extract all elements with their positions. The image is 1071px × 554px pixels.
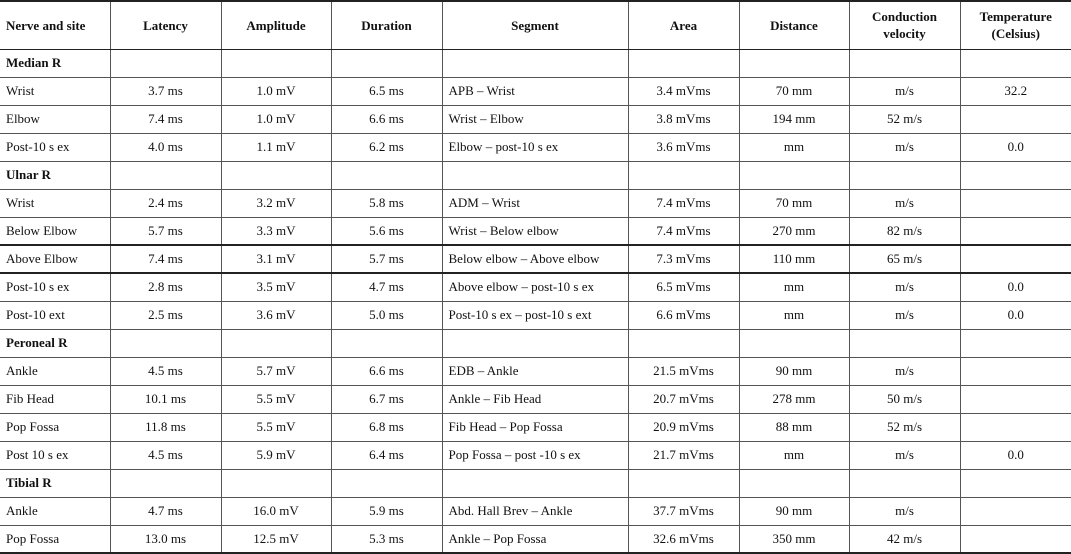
column-header-amplitude: Amplitude [221, 1, 331, 49]
cell-amplitude: 16.0 mV [221, 497, 331, 525]
cell-conduction-velocity: 52 m/s [849, 105, 960, 133]
cell-conduction-velocity: m/s [849, 273, 960, 301]
cell-distance: 70 mm [739, 77, 849, 105]
table-row [0, 77, 1071, 105]
empty-cell [849, 49, 960, 77]
cell-conduction-velocity: 42 m/s [849, 525, 960, 553]
cell-duration: 6.4 ms [331, 441, 442, 469]
cell-amplitude: 5.9 mV [221, 441, 331, 469]
table-row [0, 357, 1071, 385]
cell-latency: 4.0 ms [110, 133, 221, 161]
empty-cell [960, 161, 1071, 189]
cell-duration: 5.3 ms [331, 525, 442, 553]
cell-segment: Elbow – post-10 s ex [442, 133, 628, 161]
cell-site: Post 10 s ex [0, 441, 110, 469]
empty-cell [331, 161, 442, 189]
cell-temperature [960, 357, 1071, 385]
cell-conduction-velocity: m/s [849, 441, 960, 469]
empty-cell [960, 329, 1071, 357]
cell-distance: mm [739, 273, 849, 301]
table-row [0, 525, 1071, 553]
cell-amplitude: 5.7 mV [221, 357, 331, 385]
empty-cell [849, 161, 960, 189]
empty-cell [960, 469, 1071, 497]
cell-site: Wrist [0, 77, 110, 105]
group-header-row [0, 49, 1071, 77]
cell-duration: 5.6 ms [331, 217, 442, 245]
table-row [0, 133, 1071, 161]
table-row [0, 385, 1071, 413]
group-header-row [0, 161, 1071, 189]
cell-segment: Below elbow – Above elbow [442, 245, 628, 273]
cell-temperature [960, 189, 1071, 217]
cell-temperature [960, 413, 1071, 441]
cell-site: Pop Fossa [0, 413, 110, 441]
empty-cell [110, 49, 221, 77]
cell-duration: 6.6 ms [331, 357, 442, 385]
cell-latency: 4.5 ms [110, 441, 221, 469]
empty-cell [221, 329, 331, 357]
cell-amplitude: 3.2 mV [221, 189, 331, 217]
cell-amplitude: 3.5 mV [221, 273, 331, 301]
cell-distance: 90 mm [739, 497, 849, 525]
cell-duration: 5.7 ms [331, 245, 442, 273]
cell-latency: 3.7 ms [110, 77, 221, 105]
cell-area: 3.8 mVms [628, 105, 739, 133]
cell-site: Above Elbow [0, 245, 110, 273]
empty-cell [110, 469, 221, 497]
cell-segment: EDB – Ankle [442, 357, 628, 385]
table-row [0, 273, 1071, 301]
nerve-group-label: Tibial R [0, 469, 110, 497]
cell-conduction-velocity: m/s [849, 301, 960, 329]
table-row [0, 497, 1071, 525]
cell-latency: 5.7 ms [110, 217, 221, 245]
empty-cell [331, 329, 442, 357]
empty-cell [331, 49, 442, 77]
cell-area: 21.7 mVms [628, 441, 739, 469]
cell-segment: ADM – Wrist [442, 189, 628, 217]
cell-latency: 13.0 ms [110, 525, 221, 553]
table-row [0, 245, 1071, 273]
empty-cell [110, 329, 221, 357]
cell-distance: 278 mm [739, 385, 849, 413]
cell-distance: 90 mm [739, 357, 849, 385]
cell-site: Post-10 ext [0, 301, 110, 329]
empty-cell [628, 469, 739, 497]
nerve-group-label: Peroneal R [0, 329, 110, 357]
cell-latency: 2.8 ms [110, 273, 221, 301]
cell-conduction-velocity: 82 m/s [849, 217, 960, 245]
column-header-segment: Segment [442, 1, 628, 49]
cell-distance: mm [739, 301, 849, 329]
cell-area: 37.7 mVms [628, 497, 739, 525]
cell-duration: 6.7 ms [331, 385, 442, 413]
cell-distance: mm [739, 133, 849, 161]
table-body [0, 49, 1071, 553]
empty-cell [628, 161, 739, 189]
cell-area: 21.5 mVms [628, 357, 739, 385]
empty-cell [331, 469, 442, 497]
nerve-group-label: Median R [0, 49, 110, 77]
cell-area: 20.7 mVms [628, 385, 739, 413]
column-header-area: Area [628, 1, 739, 49]
cell-segment: Post-10 s ex – post-10 s ext [442, 301, 628, 329]
empty-cell [960, 49, 1071, 77]
column-header-duration: Duration [331, 1, 442, 49]
empty-cell [442, 469, 628, 497]
cell-latency: 2.5 ms [110, 301, 221, 329]
cell-temperature [960, 105, 1071, 133]
cell-distance: 88 mm [739, 413, 849, 441]
cell-temperature [960, 385, 1071, 413]
cell-duration: 4.7 ms [331, 273, 442, 301]
cell-latency: 10.1 ms [110, 385, 221, 413]
table-row [0, 441, 1071, 469]
cell-segment: Wrist – Below elbow [442, 217, 628, 245]
cell-area: 7.3 mVms [628, 245, 739, 273]
cell-site: Below Elbow [0, 217, 110, 245]
cell-segment: Fib Head – Pop Fossa [442, 413, 628, 441]
cell-amplitude: 1.1 mV [221, 133, 331, 161]
empty-cell [221, 161, 331, 189]
cell-duration: 5.0 ms [331, 301, 442, 329]
column-header-distance: Distance [739, 1, 849, 49]
cell-segment: Ankle – Fib Head [442, 385, 628, 413]
cell-conduction-velocity: m/s [849, 357, 960, 385]
table-row [0, 413, 1071, 441]
table-row [0, 301, 1071, 329]
cell-distance: 194 mm [739, 105, 849, 133]
cell-site: Post-10 s ex [0, 133, 110, 161]
cell-latency: 2.4 ms [110, 189, 221, 217]
cell-conduction-velocity: m/s [849, 189, 960, 217]
header-row [0, 1, 1071, 49]
empty-cell [849, 469, 960, 497]
cell-conduction-velocity: m/s [849, 77, 960, 105]
cell-temperature: 0.0 [960, 301, 1071, 329]
cell-site: Wrist [0, 189, 110, 217]
cell-amplitude: 5.5 mV [221, 385, 331, 413]
empty-cell [110, 161, 221, 189]
cell-temperature: 32.2 [960, 77, 1071, 105]
cell-amplitude: 12.5 mV [221, 525, 331, 553]
cell-site: Pop Fossa [0, 525, 110, 553]
cell-area: 20.9 mVms [628, 413, 739, 441]
cell-temperature: 0.0 [960, 273, 1071, 301]
cell-amplitude: 3.1 mV [221, 245, 331, 273]
cell-area: 6.5 mVms [628, 273, 739, 301]
cell-distance: 350 mm [739, 525, 849, 553]
table-row [0, 105, 1071, 133]
column-header-conduction-velocity: Conduction velocity [849, 1, 960, 49]
cell-area: 3.6 mVms [628, 133, 739, 161]
cell-temperature [960, 217, 1071, 245]
cell-distance: 270 mm [739, 217, 849, 245]
cell-distance: mm [739, 441, 849, 469]
table-row [0, 217, 1071, 245]
cell-area: 32.6 mVms [628, 525, 739, 553]
cell-site: Ankle [0, 357, 110, 385]
cell-area: 6.6 mVms [628, 301, 739, 329]
empty-cell [442, 329, 628, 357]
cell-duration: 5.9 ms [331, 497, 442, 525]
cell-site: Fib Head [0, 385, 110, 413]
cell-amplitude: 3.3 mV [221, 217, 331, 245]
cell-latency: 4.7 ms [110, 497, 221, 525]
empty-cell [628, 49, 739, 77]
cell-conduction-velocity: m/s [849, 133, 960, 161]
cell-segment: Ankle – Pop Fossa [442, 525, 628, 553]
cell-latency: 11.8 ms [110, 413, 221, 441]
empty-cell [849, 329, 960, 357]
cell-amplitude: 5.5 mV [221, 413, 331, 441]
cell-conduction-velocity: m/s [849, 497, 960, 525]
empty-cell [221, 49, 331, 77]
cell-latency: 4.5 ms [110, 357, 221, 385]
cell-duration: 6.5 ms [331, 77, 442, 105]
cell-temperature: 0.0 [960, 133, 1071, 161]
cell-duration: 6.6 ms [331, 105, 442, 133]
cell-latency: 7.4 ms [110, 105, 221, 133]
column-header-nerve-site: Nerve and site [0, 1, 110, 49]
cell-duration: 6.8 ms [331, 413, 442, 441]
cell-area: 7.4 mVms [628, 189, 739, 217]
table-row [0, 189, 1071, 217]
column-header-temperature: Temperature (Celsius) [960, 1, 1071, 49]
cell-distance: 110 mm [739, 245, 849, 273]
cell-site: Post-10 s ex [0, 273, 110, 301]
cell-segment: Pop Fossa – post -10 s ex [442, 441, 628, 469]
column-header-latency: Latency [110, 1, 221, 49]
empty-cell [739, 469, 849, 497]
cell-conduction-velocity: 52 m/s [849, 413, 960, 441]
cell-segment: Above elbow – post-10 s ex [442, 273, 628, 301]
cell-temperature [960, 245, 1071, 273]
cell-area: 7.4 mVms [628, 217, 739, 245]
cell-amplitude: 1.0 mV [221, 105, 331, 133]
empty-cell [739, 49, 849, 77]
empty-cell [739, 329, 849, 357]
cell-conduction-velocity: 50 m/s [849, 385, 960, 413]
empty-cell [739, 161, 849, 189]
cell-temperature [960, 497, 1071, 525]
cell-amplitude: 1.0 mV [221, 77, 331, 105]
empty-cell [442, 161, 628, 189]
cell-area: 3.4 mVms [628, 77, 739, 105]
cell-duration: 5.8 ms [331, 189, 442, 217]
cell-site: Ankle [0, 497, 110, 525]
empty-cell [442, 49, 628, 77]
cell-latency: 7.4 ms [110, 245, 221, 273]
cell-conduction-velocity: 65 m/s [849, 245, 960, 273]
cell-site: Elbow [0, 105, 110, 133]
group-header-row [0, 469, 1071, 497]
cell-segment: APB – Wrist [442, 77, 628, 105]
empty-cell [221, 469, 331, 497]
cell-temperature: 0.0 [960, 441, 1071, 469]
cell-segment: Wrist – Elbow [442, 105, 628, 133]
cell-temperature [960, 525, 1071, 553]
empty-cell [628, 329, 739, 357]
nerve-group-label: Ulnar R [0, 161, 110, 189]
cell-distance: 70 mm [739, 189, 849, 217]
cell-amplitude: 3.6 mV [221, 301, 331, 329]
cell-segment: Abd. Hall Brev – Ankle [442, 497, 628, 525]
cell-duration: 6.2 ms [331, 133, 442, 161]
group-header-row [0, 329, 1071, 357]
